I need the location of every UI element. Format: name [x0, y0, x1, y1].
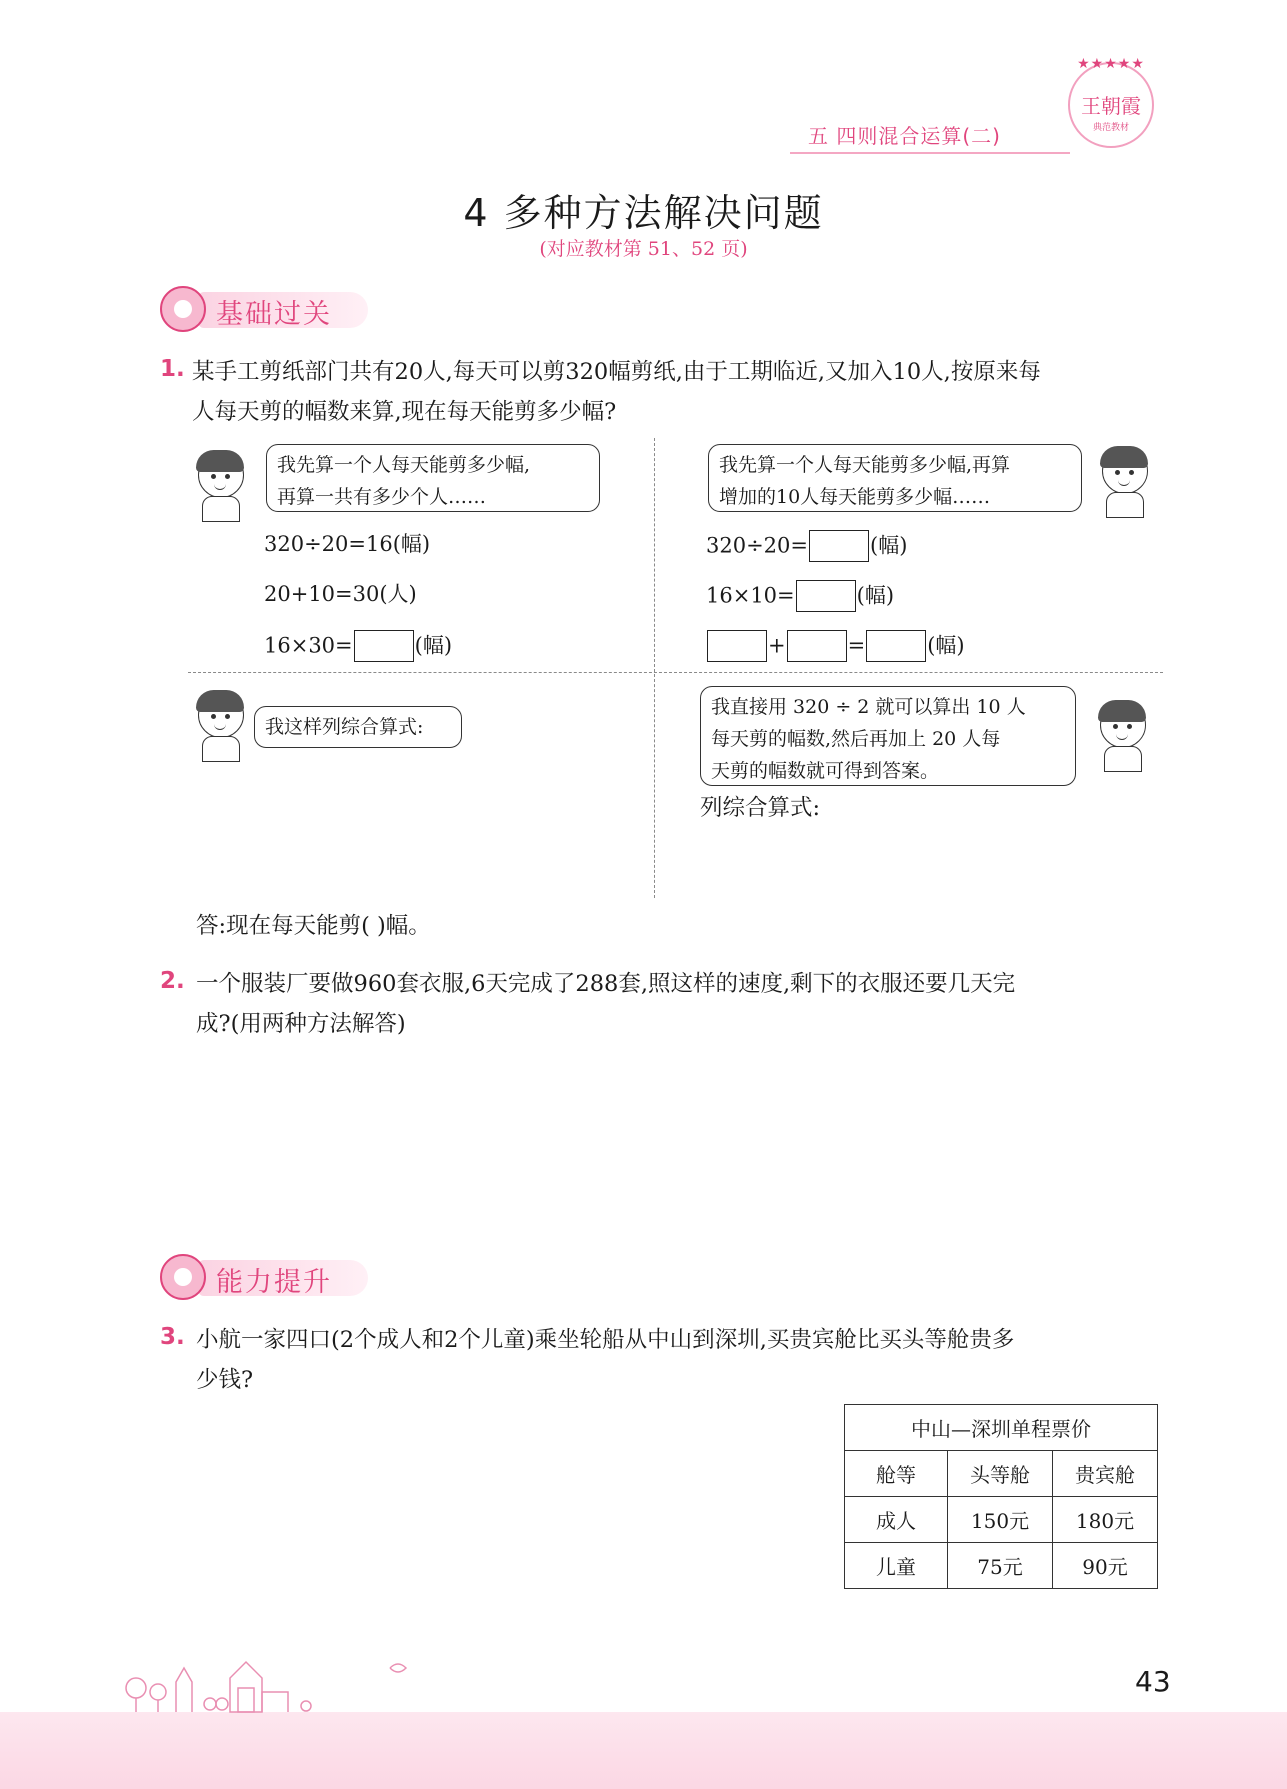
table-cell: 150元	[948, 1497, 1053, 1543]
q2-equation-2	[706, 577, 894, 611]
q1-equation-1: 320÷20=16(幅)	[264, 532, 431, 556]
problem-1-line-1: 某手工剪纸部门共有20人,每天可以剪320幅剪纸,由于工期临近,又加入10人,按原来每	[192, 359, 1041, 385]
table-cell: 成人	[845, 1497, 948, 1543]
publisher-badge-logo	[1068, 56, 1154, 148]
chapter-underline	[790, 152, 1070, 154]
boy-avatar-icon	[192, 690, 248, 760]
fare-table	[844, 1404, 1158, 1589]
table-row	[845, 1543, 1158, 1589]
bubble-1-line-2: 再算一共有多少个人……	[277, 486, 487, 508]
bubble-3-text: 我这样列综合算式:	[265, 716, 424, 738]
problem-2-line-2: 成?(用两种方法解答)	[196, 1011, 406, 1037]
speech-bubble-1	[266, 444, 600, 512]
problem-2-line-1: 一个服装厂要做960套衣服,6天完成了288套,照这样的速度,剩下的衣服还要几天完	[196, 971, 1016, 997]
mascot-icon	[160, 1254, 206, 1300]
table-cell: 90元	[1053, 1543, 1158, 1589]
answer-box[interactable]	[866, 630, 926, 662]
bubble-1-line-1: 我先算一个人每天能剪多少幅,	[277, 454, 531, 476]
page-subtitle: (对应教材第 51、52 页)	[539, 238, 748, 260]
table-header: 舱等	[845, 1451, 948, 1497]
page-title: 4 多种方法解决问题	[463, 191, 824, 235]
table-cell: 75元	[948, 1543, 1053, 1589]
answer-box[interactable]	[809, 530, 869, 562]
plus-sign: +	[768, 633, 786, 658]
q2-eq2-unit: (幅)	[856, 583, 895, 608]
badge-name: 王朝霞	[1081, 94, 1141, 118]
q1-eq3-unit: (幅)	[414, 633, 453, 658]
bubble-4-line-2: 每天剪的幅数,然后再加上 20 人每	[711, 728, 1001, 750]
bubble-4-line-3: 天剪的幅数就可得到答案。	[711, 760, 940, 782]
answer-box[interactable]	[796, 580, 856, 612]
q4-prompt: 列综合算式:	[700, 795, 821, 821]
problem-1-answer: 答:现在每天能剪( )幅。	[196, 913, 431, 939]
castle-decoration-icon	[120, 1648, 440, 1714]
bubble-2-line-2: 增加的10人每天能剪多少幅……	[719, 486, 991, 508]
table-cell: 儿童	[845, 1543, 948, 1589]
section-basic	[160, 286, 380, 334]
table-row	[845, 1405, 1158, 1451]
problem-3-line-2: 少钱?	[196, 1367, 254, 1393]
boy-avatar-icon	[1094, 700, 1150, 770]
bubble-2-line-1: 我先算一个人每天能剪多少幅,再算	[719, 454, 1011, 476]
q2-equation-3	[706, 627, 965, 661]
chapter-label: 五 四则混合运算(二)	[808, 124, 1001, 148]
table-header: 贵宾舱	[1053, 1451, 1158, 1497]
q2-eq2-left: 16×10=	[706, 583, 795, 608]
q1-equation-2: 20+10=30(人)	[264, 582, 417, 606]
section-advanced-label: 能力提升	[216, 1267, 332, 1298]
page-number: 43	[1135, 1665, 1171, 1698]
badge-sub: 典范教材	[1092, 123, 1129, 133]
table-cell: 180元	[1053, 1497, 1158, 1543]
table-row	[845, 1497, 1158, 1543]
q2-eq1-left: 320÷20=	[706, 533, 808, 558]
girl-avatar-icon	[192, 450, 248, 520]
table-row	[845, 1451, 1158, 1497]
speech-bubble-3	[254, 706, 462, 748]
answer-box[interactable]	[354, 630, 414, 662]
q2-eq1-unit: (幅)	[870, 533, 908, 558]
chapter-header	[790, 118, 1090, 150]
table-header: 头等舱	[948, 1451, 1053, 1497]
quadrant-vertical-divider	[654, 438, 655, 898]
answer-box[interactable]	[787, 630, 847, 662]
problem-3-line-1: 小航一家四口(2个成人和2个儿童)乘坐轮船从中山到深圳,买贵宾舱比买头等舱贵多	[196, 1327, 1015, 1353]
section-advanced	[160, 1254, 380, 1302]
mascot-icon	[160, 286, 206, 332]
quadrant-horizontal-divider	[188, 672, 1163, 673]
q1-equation-3	[264, 627, 452, 661]
problem-1-number: 1.	[160, 356, 185, 382]
problem-2-number: 2.	[160, 968, 185, 994]
answer-box[interactable]	[707, 630, 767, 662]
problem-3-number: 3.	[160, 1324, 185, 1350]
q1-eq3-left: 16×30=	[264, 633, 353, 658]
girl-avatar-icon	[1096, 446, 1152, 516]
q2-eq3-unit: (幅)	[927, 633, 965, 658]
section-basic-label: 基础过关	[216, 299, 332, 330]
equals-sign: =	[847, 633, 866, 658]
problem-1-line-2: 人每天剪的幅数来算,现在每天能剪多少幅?	[192, 399, 617, 425]
q2-equation-1	[706, 527, 907, 561]
badge-stars: ★★★★★	[1077, 56, 1145, 72]
bubble-4-line-1: 我直接用 320 ÷ 2 就可以算出 10 人	[711, 696, 1026, 718]
footer-band	[0, 1712, 1287, 1789]
table-caption: 中山—深圳单程票价	[845, 1405, 1158, 1451]
speech-bubble-4	[700, 686, 1076, 786]
speech-bubble-2	[708, 444, 1082, 512]
